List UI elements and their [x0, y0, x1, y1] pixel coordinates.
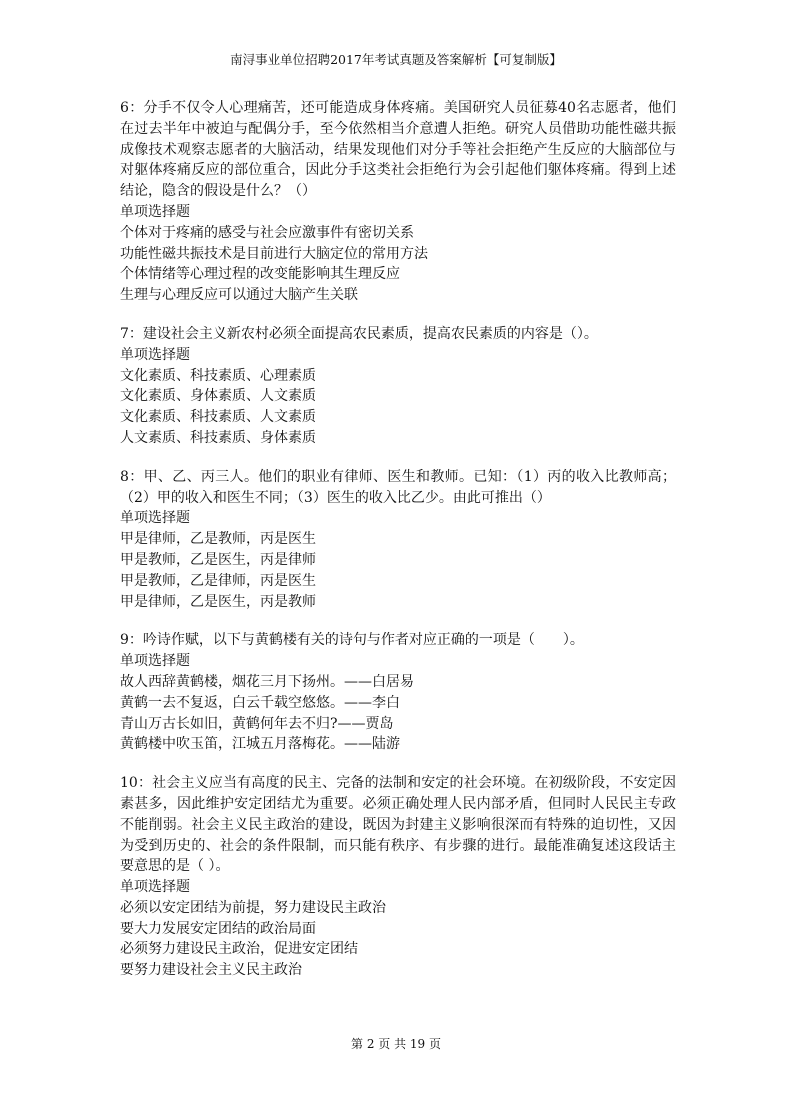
option-list [120, 366, 676, 449]
option-item: 甲是律师，乙是医生，丙是教师 [120, 593, 316, 610]
question-8 [120, 467, 676, 613]
option-item: 黄鹤一去不复返，白云千载空悠悠。——李白 [120, 694, 400, 711]
option-item: 甲是教师，乙是医生，丙是律师 [120, 551, 316, 568]
page-number: 第 2 页 共 19 页 [351, 1037, 441, 1051]
option-item: 黄鹤楼中吹玉笛，江城五月落梅花。——陆游 [120, 736, 400, 753]
option-list [120, 529, 676, 612]
question-type: 单项选择题 [120, 653, 190, 670]
question-type: 单项选择题 [120, 346, 190, 363]
question-text: 6：分手不仅令人心理痛苦，还可能造成身体疼痛。美国研究人员征募40名志愿者，他们在过去半年中被迫与配偶分手，至今依然相当介意遭人拒绝。研究人员借助功能性磁共振成像技术观察志愿者的大脑活动，结果发现他们对分手等社会拒绝产生反应的大脑部位与对躯体疼痛反应的部位重合，因此分手这类社会拒绝行为会引起他们躯体疼痛。得到上述结论，隐含的假设是什么？（） [120, 100, 676, 200]
option-item: 人文素质、科技素质、身体素质 [120, 429, 316, 446]
option-item: 要大力发展安定团结的政治局面 [120, 920, 316, 937]
option-list [120, 898, 676, 981]
option-item: 个体情绪等心理过程的改变能影响其生理反应 [120, 266, 400, 283]
question-text: 7：建设社会主义新农村必须全面提高农民素质，提高农民素质的内容是（）。 [120, 325, 598, 342]
question-text: 10：社会主义应当有高度的民主、完备的法制和安定的社会环境。在初级阶段，不安定因素甚多，因此维护安定团结尤为重要。必须正确处理人民内部矛盾，但同时人民民主专政不能削弱。社会主义民主政治的建设，既因为封建主义影响很深而有特殊的迫切性，又因为受到历史的、社会的条件限制，而只能有秩序、有步骤的进行。最能准确复述这段话主要意思的是（ ）。 [120, 775, 676, 875]
option-item: 要努力建设社会主义民主政治 [120, 962, 302, 979]
question-type: 单项选择题 [120, 879, 190, 896]
option-item: 文化素质、科技素质、心理素质 [120, 367, 316, 384]
question-text: 8：甲、乙、丙三人。他们的职业有律师、医生和教师。已知：（1）丙的收入比教师高；（2）甲的收入和医生不同；（3）医生的收入比乙少。由此可推出（） [120, 468, 676, 506]
question-10 [120, 773, 676, 981]
question-9 [120, 630, 676, 755]
option-item: 功能性磁共振技术是目前进行大脑定位的常用方法 [120, 245, 428, 262]
document-body [120, 98, 676, 999]
option-list [120, 223, 676, 306]
option-item: 个体对于疼痛的感受与社会应激事件有密切关系 [120, 224, 414, 241]
question-6 [120, 98, 676, 306]
option-item: 甲是律师，乙是教师，丙是医生 [120, 531, 316, 548]
option-item: 故人西辞黄鹤楼，烟花三月下扬州。——白居易 [120, 673, 414, 690]
option-item: 文化素质、身体素质、人文素质 [120, 388, 316, 405]
option-item: 青山万古长如旧，黄鹤何年去不归?——贾岛 [120, 715, 394, 732]
question-type: 单项选择题 [120, 510, 190, 527]
option-item: 甲是教师，乙是律师，丙是医生 [120, 572, 316, 589]
question-text: 9：吟诗作赋，以下与黄鹤楼有关的诗句与作者对应正确的一项是（ ）。 [120, 632, 584, 649]
option-list [120, 672, 676, 755]
option-item: 文化素质、科技素质、人文素质 [120, 409, 316, 426]
question-7 [120, 324, 676, 449]
option-item: 必须努力建设民主政治，促进安定团结 [120, 941, 358, 958]
question-type: 单项选择题 [120, 203, 190, 220]
page-header: 南浔事业单位招聘2017年考试真题及答案解析【可复制版】 [230, 52, 562, 67]
option-item: 必须以安定团结为前提，努力建设民主政治 [120, 899, 386, 916]
option-item: 生理与心理反应可以通过大脑产生关联 [120, 287, 358, 304]
